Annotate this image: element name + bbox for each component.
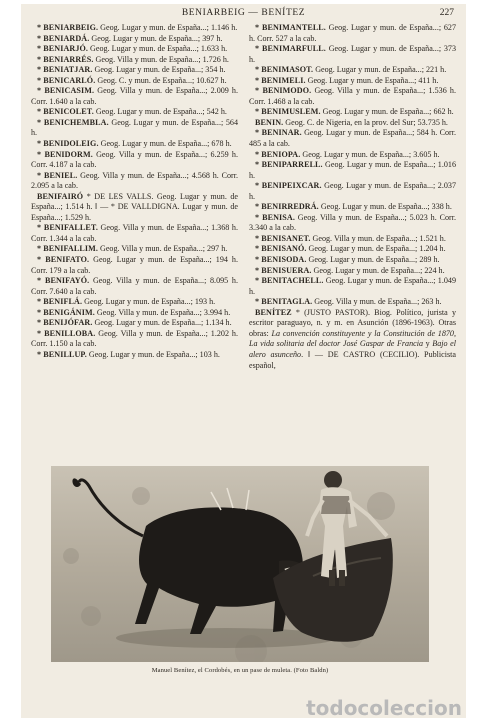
entry-headword: * BENISA. [255, 212, 295, 222]
entry [31, 86, 238, 107]
entry [31, 107, 238, 118]
entry-text: Geog. Villa y mun. de España...; 5.023 h. Corr. 3.340 a la cab. [249, 212, 456, 233]
entry [31, 350, 238, 361]
entry-headword: * BENIFATO. [37, 255, 90, 265]
entry-text: Geog. Lugar y mun. de España...; 338 h. [318, 202, 452, 212]
entry-headword: * BENILLUP. [37, 349, 87, 359]
entry-text: * DE LES VALLS. Geog. Lugar y mun. de España...; 1.514 h. ‖ — * DE VALLDIGNA. Lugar y mun. de España...; 1.529 h. [31, 191, 238, 222]
entry [31, 34, 238, 45]
entry-text: Geog. Villa y mun. de España...; 1.521 h. [310, 233, 446, 243]
entry-headword: BENIN. [255, 117, 284, 127]
entry-text: y [423, 339, 433, 349]
entry-text: Geog. Villa y mun. de España...; 2.009 h. Corr. 1.640 a la cab. [31, 86, 238, 106]
dictionary-page [21, 4, 466, 718]
entry [249, 76, 456, 87]
entry-text: Geog. Lugar y mun. de España...; 354 h. [92, 65, 226, 75]
entry-title-italic: Bajo el alero asunceño [249, 339, 456, 359]
entry [31, 255, 238, 276]
header-title: BENIARBEIG — BENÍTEZ [181, 8, 306, 18]
entry-text: Geog. C. de Nigeria, en la prov. del Sur; 53.735 h. [283, 117, 448, 127]
entry-text: Geog. Villa y mun. de España...; 1.368 h. Corr. 1.344 a la cab. [31, 223, 238, 243]
entry-text: Geog. Villa y mun. de España...; 1.726 h. [93, 54, 229, 64]
entry-text: Geog. Lugar y mun. de España...; 3.605 h. [300, 149, 440, 159]
entry-headword: * BENIFALLIM. [37, 244, 98, 254]
entry-headword: BENIFAIRÓ [37, 191, 84, 201]
entry-headword: * BENITACHELL. [255, 276, 324, 286]
entry-headword: * BENICARLÓ. [37, 75, 96, 85]
entry-text: Geog. Lugar y mun. de España...; 373 h. [249, 44, 456, 64]
entry-headword: BENÍTEZ [255, 307, 292, 317]
text-columns [31, 23, 456, 457]
entry-text: Geog. Lugar y mun. de España...; 1.134 h. [92, 318, 232, 328]
entry-text: Geog. Villa y mun. de España...; 1.202 h. Corr. 1.150 a la cab. [31, 328, 238, 349]
entry-text: Geog. Lugar y mun. de España...; 584 h. Corr. 485 a la cab. [249, 128, 456, 149]
entry-text: Geog. Lugar y mun. de España...; 289 h. [306, 255, 440, 265]
photo-caption: Manuel Benítez, el Cordobés, en un pase de muleta. (Foto Baldn) [151, 667, 329, 674]
entry [31, 244, 238, 255]
entry-text: Geog. Lugar y mun. de España...; 1.146 h. [98, 23, 238, 32]
entry [249, 297, 456, 308]
entry-text: Geog. Lugar y mun. de España...; 224 h. [311, 265, 445, 275]
entry [31, 171, 238, 192]
entry [31, 192, 238, 224]
page-number: 227 [439, 8, 454, 18]
entry-text: Geog. Lugar y mun. de España...; 1.633 h. [88, 44, 228, 54]
entry-text: Geog. Lugar y mun. de España...; 193 h. [82, 297, 216, 307]
entry-headword: * BENISODA. [255, 255, 307, 265]
bullfight-photo-image [51, 466, 429, 662]
entry-headword: * BENIMODO. [255, 86, 312, 96]
entry-text: Geog. Villa y mun. de España...; 4.568 h. Corr. 2.095 a la cab. [31, 170, 238, 191]
entry-text: Geog. Villa y mun. de España...; 1.536 h. Corr. 1.468 a la cab. [249, 86, 456, 106]
right-column [249, 23, 456, 457]
entry-headword: * BENIARBEIG. [37, 23, 99, 32]
entry-headword: * BENIMARFULL. [255, 44, 326, 54]
entry-text: Geog. Lugar y mun. de España...; 627 h. Corr. 527 a la cab. [249, 23, 456, 43]
entry-headword: * BENIDOLEIG. [37, 139, 99, 149]
entry-text: Geog. Villa y mun. de España...; 3.994 h. [94, 307, 231, 317]
entry-benitez [249, 308, 456, 371]
entry [31, 118, 238, 139]
entry-headword: * BENIARJÓ. [37, 44, 89, 54]
entry-text: Geog. Lugar y mun. de España...; 662 h. [320, 107, 454, 117]
entry-headword: * BENICHEMBLA. [37, 117, 109, 127]
entry-headword: * BENIEL. [37, 170, 78, 180]
entry-text: Geog. Lugar y mun. de España...; 678 h. [98, 139, 232, 149]
entry-text: Geog. Lugar y mun. de España...; 194 h. Corr. 179 a la cab. [31, 255, 238, 275]
entry-headword: * BENIDORM. [37, 149, 93, 159]
entry [249, 213, 456, 234]
entry-headword: * BENIJÓFAR. [37, 318, 93, 328]
entry [249, 234, 456, 245]
entry [31, 297, 238, 308]
entry-text: . ‖ — DE CASTRO (CECILIO). Publicista español, [249, 349, 456, 370]
entry [31, 44, 238, 55]
entry-headword: * BENIFALLET. [37, 223, 98, 233]
entry [249, 150, 456, 161]
entry-headword: * BENICOLET. [37, 107, 94, 117]
entry-headword: * BENICASIM. [37, 86, 95, 96]
entry-headword: * BENISUERA. [255, 265, 312, 275]
entry [249, 255, 456, 266]
entry-text: Geog. Villa y mun. de España...; 8.095 h. Corr. 7.640 a la cab. [31, 276, 238, 296]
entry [31, 139, 238, 150]
entry-headword: * BENIRREDRÁ. [255, 202, 319, 212]
entry [31, 150, 238, 171]
entry-headword: * BENIARDÁ. [37, 33, 90, 43]
entry-text: Geog. Lugar y mun. de España...; 411 h. [305, 75, 439, 85]
entry-headword: * BENINAR. [255, 128, 302, 138]
entry-text: Geog. Lugar y mun. de España...; 103 h. [86, 349, 220, 359]
entry-headword: * BENIMASOT. [255, 65, 314, 75]
entry-text: Geog. Lugar y mun. de España...; 564 h. [31, 117, 238, 138]
entry-headword: * BENIFAYÓ. [37, 276, 90, 286]
entry-headword: * BENIARRÉS. [37, 54, 94, 64]
entry-headword: * BENIMELI. [255, 75, 306, 85]
entry-headword: * BENITAGLA. [255, 297, 313, 307]
entry-text: Geog. Lugar y mun. de España...; 1.016 h. [249, 160, 456, 180]
entry [31, 318, 238, 329]
entry-headword: * BENISANET. [255, 233, 311, 243]
entry [249, 202, 456, 213]
left-column [31, 23, 238, 457]
entry-text: Geog. Lugar y mun. de España...; 1.204 h. [306, 244, 446, 254]
entry [31, 276, 238, 297]
entry-headword: * BENIATJAR. [37, 65, 93, 75]
entry-headword: * BENIMANTELL. [255, 23, 326, 32]
entry-headword: * BENIPEIXCAR. [255, 181, 322, 191]
entry-text: Geog. Villa y mun. de España...; 6.259 h. Corr. 4.187 a la cab. [31, 149, 238, 170]
entry-headword: * BENIFLÁ. [37, 297, 83, 307]
entry [31, 223, 238, 244]
entry [249, 276, 456, 297]
entry-text: Geog. Lugar y mun. de España...; 1.049 h. [249, 276, 456, 296]
entry [249, 244, 456, 255]
entry-headword: * BENISANÓ. [255, 244, 307, 254]
entry [31, 65, 238, 76]
entry-headword: * BENIPARRELL. [255, 160, 323, 170]
entry [31, 329, 238, 350]
entry [249, 44, 456, 65]
entry [31, 55, 238, 66]
entry [249, 107, 456, 118]
entry-text: Geog. Villa y mun. de España...; 263 h. [312, 297, 442, 307]
entry-text: Geog. Villa y mun. de España...; 297 h. [97, 244, 228, 254]
running-head [21, 8, 466, 22]
entry [249, 65, 456, 76]
bullfight-photo [51, 466, 429, 662]
entry [249, 160, 456, 181]
watermark-logo: todocoleccion [306, 696, 462, 720]
entry-text: Geog. Lugar y mun. de España...; 2.037 h. [249, 181, 456, 201]
entry [249, 181, 456, 202]
entry [249, 118, 456, 129]
entry-headword: * BENILLOBA. [37, 328, 96, 338]
entry [249, 86, 456, 107]
entry [249, 23, 456, 44]
entry-title-italic: La convención constituyente y la Constitución de 1870, La vida solitaria del doctor José Gaspar de Francia [249, 328, 456, 349]
entry-headword: * BENIOPA. [255, 149, 301, 159]
entry [249, 266, 456, 277]
entry-headword: * BENIMUSLEM. [255, 107, 321, 117]
entry-text: Geog. Lugar y mun. de España...; 542 h. [93, 107, 227, 117]
entry [31, 308, 238, 319]
entry [249, 128, 456, 149]
entry-text: Geog. Lugar y mun. de España...; 221 h. [313, 65, 447, 75]
entry-text: Geog. Lugar y mun. de España...; 397 h. [89, 33, 223, 43]
entry-text: Geog. C. y mun. de España...; 10.627 h. [95, 75, 227, 85]
entry [31, 23, 238, 34]
entry [31, 76, 238, 87]
entry-headword: * BENIGÁNIM. [37, 307, 95, 317]
entry-text: * (JUSTO PASTOR). Biog. Político, jurista y escritor paraguayo, n. y m. en Asunción (1896-1963). Otras obras: [249, 307, 456, 338]
